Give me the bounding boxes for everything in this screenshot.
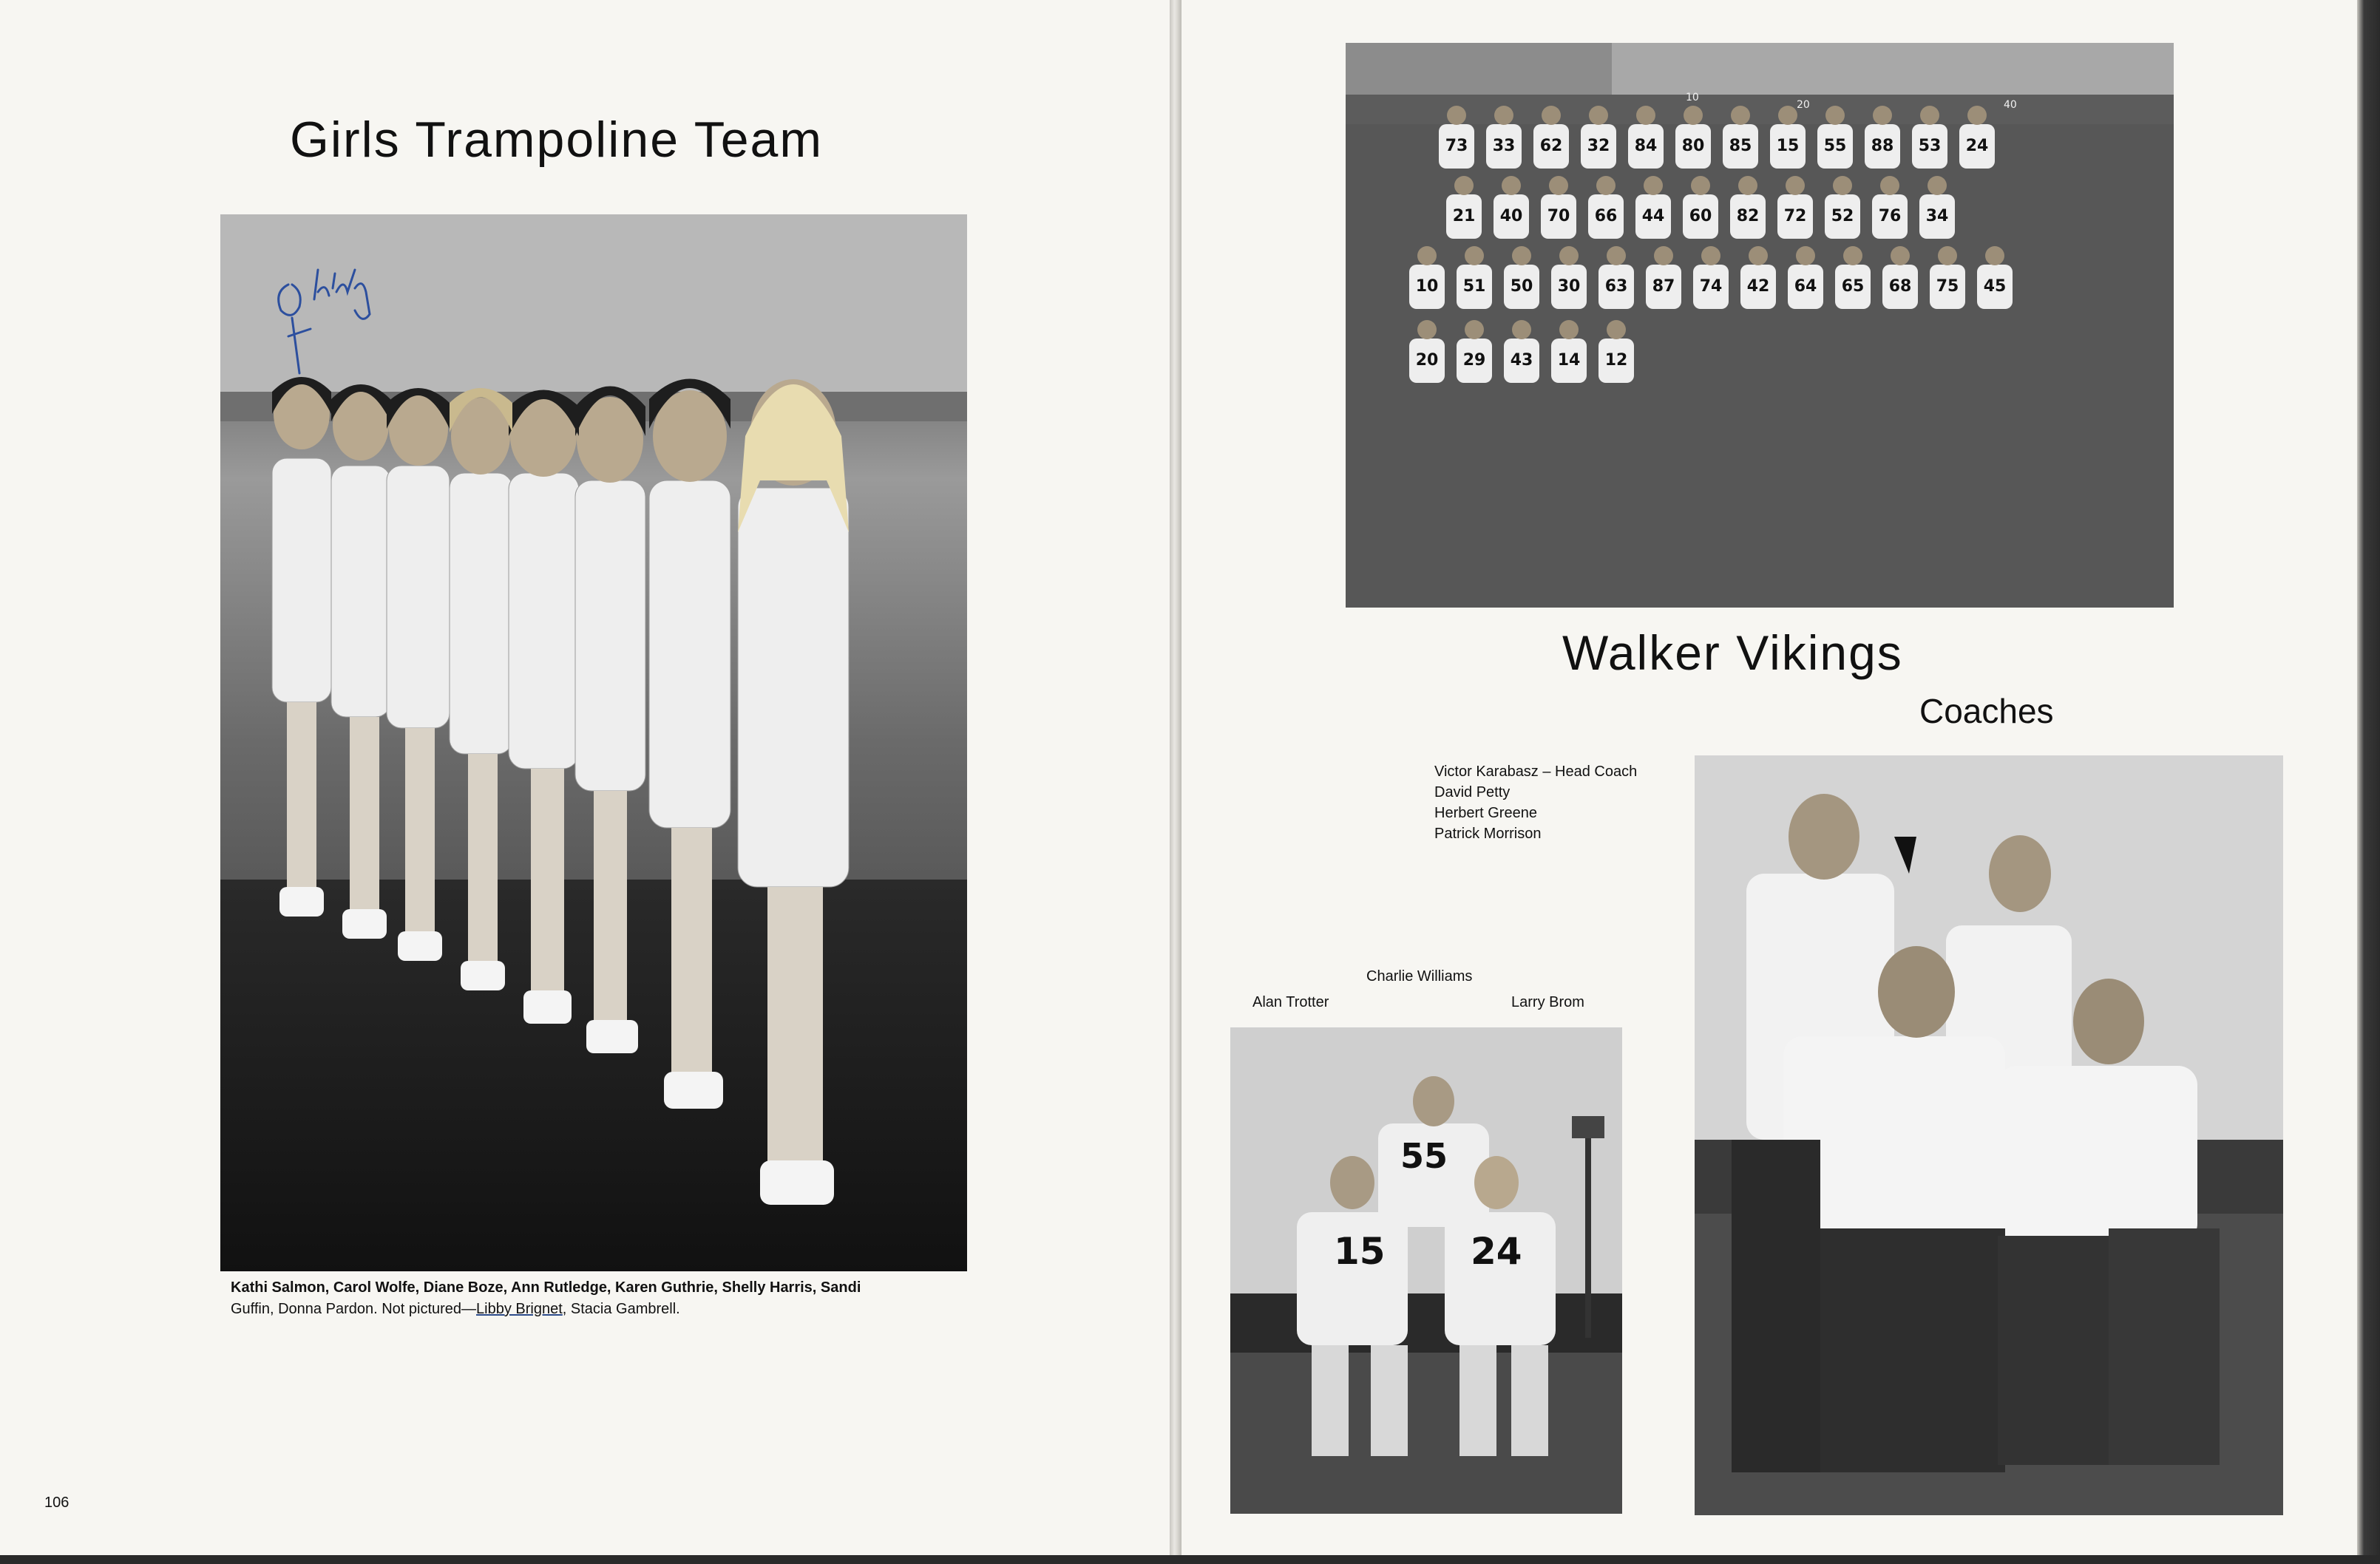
yard-marker: 10 bbox=[1686, 92, 1699, 103]
player-head bbox=[1465, 246, 1484, 265]
player-number: 51 bbox=[1462, 277, 1486, 296]
player-head bbox=[1559, 320, 1579, 339]
player-head bbox=[1589, 106, 1608, 125]
player-number: 70 bbox=[1547, 207, 1570, 225]
captain-label-top: Charlie Williams bbox=[1366, 968, 1473, 985]
player-number: 66 bbox=[1594, 207, 1618, 225]
player-number: 87 bbox=[1652, 277, 1675, 296]
player-number: 34 bbox=[1925, 207, 1949, 225]
player-head bbox=[1684, 106, 1703, 125]
player-number: 74 bbox=[1699, 277, 1723, 296]
player-number: 21 bbox=[1452, 207, 1476, 225]
coaches-photo bbox=[1695, 755, 2283, 1515]
player-number: 30 bbox=[1557, 277, 1581, 296]
player-head bbox=[1843, 246, 1862, 265]
football-team-photo bbox=[1346, 43, 2174, 608]
captains-photo bbox=[1230, 1027, 1622, 1514]
autograph-signature bbox=[259, 255, 377, 381]
player-head bbox=[1891, 246, 1910, 265]
player-number: 65 bbox=[1841, 277, 1865, 296]
player-head bbox=[1928, 176, 1947, 195]
player-head bbox=[1596, 176, 1616, 195]
player-number: 24 bbox=[1965, 137, 1989, 155]
player-head bbox=[1454, 176, 1474, 195]
photo-caption bbox=[231, 1277, 963, 1320]
player-head bbox=[1512, 320, 1531, 339]
player-number: 33 bbox=[1492, 137, 1516, 155]
player-head bbox=[1749, 246, 1768, 265]
player-head bbox=[1607, 246, 1626, 265]
player-head bbox=[1701, 246, 1720, 265]
player-number: 80 bbox=[1681, 137, 1705, 155]
player-number: 15 bbox=[1776, 137, 1800, 155]
player-number: 72 bbox=[1783, 207, 1807, 225]
coach-name: David Petty bbox=[1434, 784, 1511, 800]
player-number: 75 bbox=[1936, 277, 1959, 296]
player-head bbox=[1786, 176, 1805, 195]
player-number: 40 bbox=[1499, 207, 1523, 225]
player-head bbox=[1985, 246, 2004, 265]
caption-names-cont: Guffin, Donna Pardon. Not pictured— bbox=[231, 1301, 477, 1317]
player-number: 14 bbox=[1557, 351, 1581, 370]
player-number: 53 bbox=[1918, 137, 1942, 155]
player-head bbox=[1654, 246, 1673, 265]
player-number: 29 bbox=[1462, 351, 1486, 370]
yard-marker: 20 bbox=[1797, 99, 1810, 111]
captain-label-right: Larry Brom bbox=[1511, 994, 1584, 1010]
player-head bbox=[1880, 176, 1899, 195]
player-head bbox=[1636, 106, 1655, 125]
player-number: 44 bbox=[1641, 207, 1665, 225]
player-head bbox=[1559, 246, 1579, 265]
player-number: 68 bbox=[1888, 277, 1912, 296]
player-head bbox=[1417, 246, 1437, 265]
left-page bbox=[0, 0, 1170, 1555]
yard-marker: 40 bbox=[2004, 99, 2017, 111]
page-edge bbox=[2357, 0, 2380, 1564]
player-head bbox=[1825, 106, 1845, 125]
player-number: 10 bbox=[1415, 277, 1439, 296]
coach-list bbox=[1434, 761, 1637, 844]
book-gutter bbox=[1170, 0, 1181, 1555]
player-head bbox=[1644, 176, 1663, 195]
player-number: 62 bbox=[1539, 137, 1563, 155]
player-head bbox=[1417, 320, 1437, 339]
player-head bbox=[1873, 106, 1892, 125]
jersey-number: 15 bbox=[1334, 1230, 1386, 1273]
player-head bbox=[1738, 176, 1757, 195]
trampoline-team-photo bbox=[220, 214, 967, 1271]
player-number: 82 bbox=[1736, 207, 1760, 225]
page-number: 106 bbox=[44, 1495, 69, 1511]
player-head bbox=[1920, 106, 1939, 125]
player-number: 60 bbox=[1689, 207, 1712, 225]
player-head bbox=[1502, 176, 1521, 195]
player-head bbox=[1465, 320, 1484, 339]
player-head bbox=[1542, 106, 1561, 125]
captain-label-left: Alan Trotter bbox=[1252, 994, 1329, 1010]
caption-rest: , Stacia Gambrell. bbox=[562, 1301, 680, 1317]
coach-name: Victor Karabasz – Head Coach bbox=[1434, 764, 1638, 780]
jersey-number: 24 bbox=[1471, 1230, 1522, 1273]
player-head bbox=[1796, 246, 1815, 265]
player-number: 43 bbox=[1510, 351, 1533, 370]
player-head bbox=[1833, 176, 1852, 195]
coach-name: Herbert Greene bbox=[1434, 805, 1537, 821]
player-number: 76 bbox=[1878, 207, 1902, 225]
player-number: 45 bbox=[1983, 277, 2007, 296]
caption-underlined-name: Libby Brignet bbox=[476, 1301, 563, 1317]
player-number: 52 bbox=[1831, 207, 1854, 225]
player-number: 20 bbox=[1415, 351, 1439, 370]
player-number: 32 bbox=[1587, 137, 1610, 155]
jersey-number: 55 bbox=[1400, 1136, 1448, 1176]
player-head bbox=[1512, 246, 1531, 265]
player-head bbox=[1607, 320, 1626, 339]
caption-names: Kathi Salmon, Carol Wolfe, Diane Boze, Ann Rutledge, Karen Guthrie, Shelly Harris, Sandi bbox=[231, 1279, 861, 1296]
page-edge-bottom bbox=[0, 1555, 2380, 1564]
player-number: 50 bbox=[1510, 277, 1533, 296]
player-head bbox=[1549, 176, 1568, 195]
player-number: 88 bbox=[1871, 137, 1894, 155]
team-title: Walker Vikings bbox=[1562, 625, 1903, 680]
player-number: 85 bbox=[1729, 137, 1752, 155]
coach-name: Patrick Morrison bbox=[1434, 826, 1542, 842]
player-head bbox=[1938, 246, 1957, 265]
player-head bbox=[1691, 176, 1710, 195]
player-number: 12 bbox=[1604, 351, 1628, 370]
player-head bbox=[1731, 106, 1750, 125]
player-head bbox=[1967, 106, 1987, 125]
player-number: 73 bbox=[1445, 137, 1468, 155]
page-title: Girls Trampoline Team bbox=[290, 112, 823, 168]
player-number: 42 bbox=[1746, 277, 1770, 296]
player-number: 64 bbox=[1794, 277, 1817, 296]
player-head bbox=[1447, 106, 1466, 125]
player-head bbox=[1778, 106, 1797, 125]
player-number: 84 bbox=[1634, 137, 1658, 155]
player-head bbox=[1494, 106, 1513, 125]
player-number: 63 bbox=[1604, 277, 1628, 296]
player-number: 55 bbox=[1823, 137, 1847, 155]
coaches-subtitle: Coaches bbox=[1919, 692, 2054, 730]
